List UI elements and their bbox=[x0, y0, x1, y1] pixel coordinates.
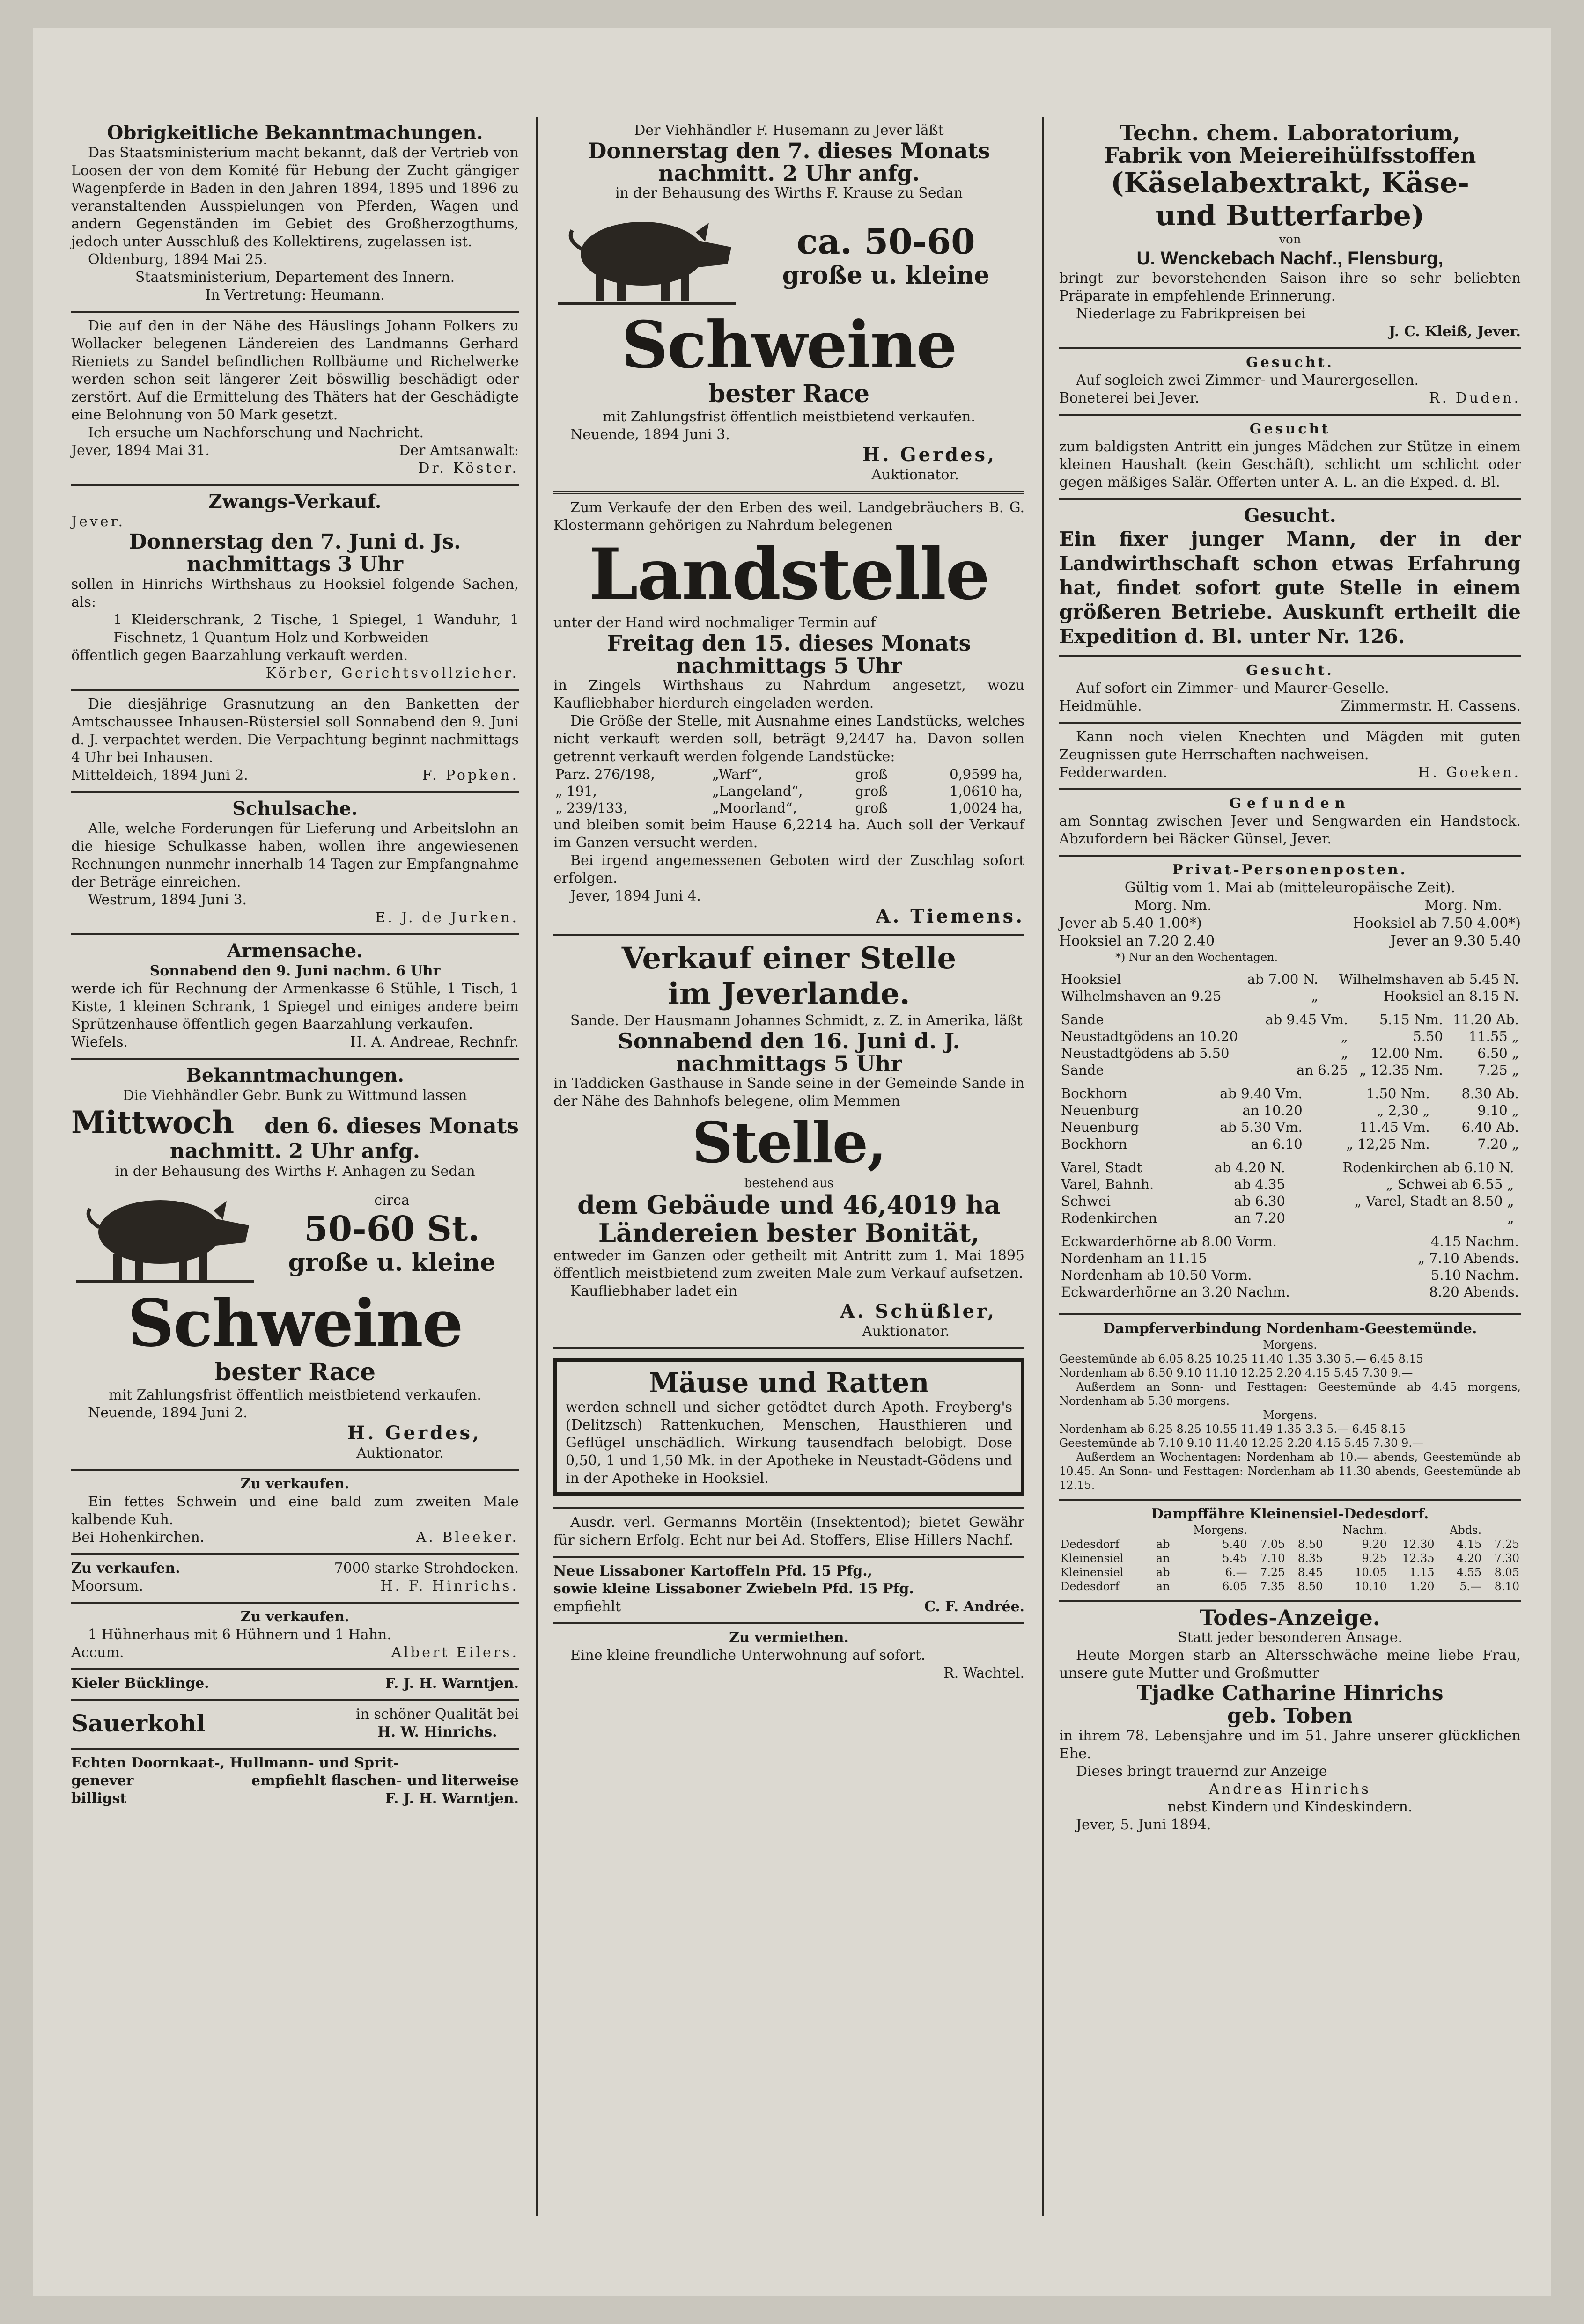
column-middle bbox=[543, 117, 1035, 2216]
table-row: Hooksiel an 7.20 2.40 Jever an 9.30 5.40 bbox=[1059, 933, 1521, 949]
table-row: Parz. 276/198, „Warf“, groß 0,9599 ha, bbox=[555, 766, 1023, 782]
ad-mortein: Ausdr. verl. Germanns Mortëin (Insektentod); bietet Gewähr für sichern Erfolg. Echt nur bei Ad. Stoffers, Elise Hillers Nachf. bbox=[553, 1509, 1024, 1558]
ad-todesanzeige: Todes-Anzeige. Statt jeder besonderen Ansage. Heute Morgen starb an Altersschwäche meine liebe Frau, unsere gute Mutter und Großmutter Tjadke Catharine Hinrichs geb. Toben in ihrem 78. Lebensjahre und im 51. Jahre unserer glücklichen Ehe. Dieses bringt trauernd zur Anzeige Andreas Hinrichs nebst Kindern und Kindeskindern. Jever, 5. Juni 1894. bbox=[1059, 1605, 1521, 1833]
timetable-faehre: Dampffähre Kleinensiel-Dedesdorf. Morgens. Nachm. Abds. Dedesdorf ab 5.40 7.05 8.50 9.20 12.30 4.15 7.25 Kleinensiel an 5.45 7.10 8.35 9.25 12.35 4.20 7.30 Kleinensiel ab 6.— 7.25 8.45 10.05 1.15 4.55 8.05 Dedesdorf an 6.05 7.35 8.50 10.10 1.20 5.— 8.10 bbox=[1059, 1501, 1521, 1602]
table-row: Neuenburg ab 5.30 Vm. 11.45 Vm. 6.40 Ab. bbox=[1061, 1119, 1519, 1135]
table-row: Wilhelmshaven an 9.25 „ Hooksiel an 8.15 N. bbox=[1061, 988, 1519, 1004]
ad-maeuse-ratten: Mäuse und Ratten werden schnell und sicher getödtet durch Apoth. Freyberg's (Delitzsch) Rattenkuchen, Menschen, Hausthieren und Geflügel unschädlich. Wirkung tausendfach belobigt. Dose 0,50, 1 und 1,50 Mk. in der Apotheke in Neustadt-Gödens und in der Apotheke in Hooksiel. bbox=[553, 1349, 1024, 1509]
table-row: Eckwarderhörne ab 8.00 Vorm. 4.15 Nachm. bbox=[1061, 1233, 1519, 1249]
column-right bbox=[1049, 117, 1531, 2216]
ad-knechte: Kann noch vielen Knechten und Mägden mit guten Zeugnissen gute Herrschaften nachweisen. Fedderwarden. H. Goeken. bbox=[1059, 724, 1521, 790]
table-row: Kleinensiel an 5.45 7.10 8.35 9.25 12.35 4.20 7.30 bbox=[1061, 1552, 1519, 1565]
ad-wenckebach: Techn. chem. Laboratorium, Fabrik von Meiereihülfsstoffen (Käselabextrakt, Käse- und Butterfarbe) von U. Wenckebach Nachf., Flensburg, bringt zur bevorstehenden Saison ihre so sehr beliebten Präparate in empfehlende Erinnerung. Niederlage zu Fabrikpreisen bei J. C. Kleiß, Jever. bbox=[1059, 117, 1521, 349]
column-rule bbox=[536, 117, 538, 2216]
parcel-table bbox=[553, 766, 1024, 816]
ad-grasnutzung: Die diesjährige Grasnutzung an den Banketten der Amtschaussee Inhausen-Rüstersiel soll Sonnabend den 9. Juni d. J. verpachtet werden. Die Verpachtung beginnt nachmittags 4 Uhr bei Inhausen. Mitteldeich, 1894 Juni 2. F. Popken. bbox=[71, 691, 519, 793]
timetable-personenposten: Privat-Personenposten. Gültig vom 1. Mai ab (mitteleuropäische Zeit). Morg. Nm. Morg. Nm. Jever ab 5.40 1.00*) Hooksiel ab 7.50 4.00*) Hooksiel an 7.20 2.40 Jever an 9.30 5.40 *) Nur an den Wochentagen. Hooksiel ab 7.00 N. Wilhelmshaven ab 5.45 N. Wilhelmshaven an 9.25 „ Hooksiel an 8.15 N. Sande ab 9.45 Vm. 5.15 Nm. 11.20 Ab. Neustadtgödens an 10.20 „ 5.50 11.55 „ Neustadtgödens ab 5.50 „ 12.00 Nm. 6.50 „ Sande an 6.25 „ 12.35 Nm. 7.25 „ Bockhorn ab 9.40 Vm. 1.50 Nm. 8.30 Ab. Neuenburg an 10.20 „ 2,30 „ 9.10 „ Neuenburg ab 5.30 Vm. 11.45 Vm. 6.40 Ab. Bockhorn an 6.10 „ 12,25 Nm. 7.20 „ Varel, Stadt ab 4.20 N. Rodenkirchen ab 6.10 N. Varel, Bahnh. ab 4.35 „ Schwei ab 6.55 „ Schwei ab 6.30 „ Varel, Stadt an 8.50 „ Rodenkirchen an 7.20 „ Eckwarderhörne ab 8.00 Vorm. 4.15 Nachm. Nordenham an 11.15 „ 7.10 Abends. Nordenham ab 10.50 Vorm. 5.10 Nachm. Eckwarderhörne an 3.20 Nachm. 8.20 Abends. bbox=[1059, 857, 1521, 1315]
ad-verkaufen-3: Zu verkaufen. 1 Hühnerhaus mit 6 Hühnern und 1 Hahn. Accum. Albert Eilers. bbox=[71, 1604, 519, 1670]
table-row: Dedesdorf an 6.05 7.35 8.50 10.10 1.20 5.— 8.10 bbox=[1061, 1580, 1519, 1593]
table-row: „ 239/133, „Moorland“, groß 1,0024 ha, bbox=[555, 800, 1023, 816]
timetable-block bbox=[1059, 1011, 1521, 1078]
table-row: Neustadtgödens ab 5.50 „ 12.00 Nm. 6.50 „ bbox=[1061, 1045, 1519, 1061]
table-row: Dedesdorf ab 5.40 7.05 8.50 9.20 12.30 4.15 7.25 bbox=[1061, 1538, 1519, 1551]
table-row: „ 191, „Langeland“, groß 1,0610 ha, bbox=[555, 783, 1023, 799]
table-row: Jever ab 5.40 1.00*) Hooksiel ab 7.50 4.00*) bbox=[1059, 915, 1521, 931]
ad-vermiethen: Zu vermiethen. Eine kleine freundliche Unterwohnung auf sofort. R. Wachtel. bbox=[570, 1629, 1024, 1681]
table-row: Hooksiel ab 7.00 N. Wilhelmshaven ab 5.45 N. bbox=[1061, 971, 1519, 987]
ad-gesucht-4: Gesucht. Auf sofort ein Zimmer- und Maurer-Geselle. Heidmühle. Zimmermstr. H. Cassens. bbox=[1059, 657, 1521, 724]
ad-kieler-buecklinge: Kieler Bücklinge. F. J. H. Warntjen. bbox=[71, 1670, 519, 1701]
table-row: Varel, Bahnh. ab 4.35 „ Schwei ab 6.55 „ bbox=[1061, 1176, 1514, 1192]
ad-bunk-schweine: Bekanntmachungen. Die Viehhändler Gebr. Bunk zu Wittmund lassen Mittwoch den 6. dieses Monats nachmitt. 2 Uhr anfg. in der Behausung des Wirths F. Anhagen zu Sedan circa 50-60 St. große u. kleine Schweine bester Race mit Zahlungsfrist öffentlich meistbietend verkaufen. Neuende, 1894 Juni 2. H. Gerdes, Auktionator. bbox=[71, 1060, 519, 1471]
table-row: Sande an 6.25 „ 12.35 Nm. 7.25 „ bbox=[1061, 1062, 1519, 1078]
timetable-dampfer: Dampferverbindung Nordenham-Geestemünde. Morgens. Geestemünde ab 6.05 8.25 10.25 11.40 1.35 3.30 5.— 6.45 8.15 Nordenham ab 6.50 9.10 11.10 12.25 2.20 4.15 5.45 7.30 9.— Außerdem an Sonn- und Festtagen: Geestemünde ab 4.45 morgens, Nordenham ab 5.30 morgens. Morgens. Nordenham ab 6.25 8.25 10.55 11.49 1.35 3.3 5.— 6.45 8.15 Geestemünde ab 7.10 9.10 11.40 12.25 2.20 4.15 5.45 7.30 9.— Außerdem an Wochentagen: Nordenham ab 10.— abends, Geestemünde ab 10.45. An Sonn- und Festtagen: Nordenham ab 11.30 abends, Geestemünde ab 12.15. bbox=[1059, 1315, 1521, 1501]
ad-landstelle: Zum Verkaufe der den Erben des weil. Landgebräuchers B. G. Klostermann gehörigen zu Nahrdum belegenen Landstelle unter der Hand wird nochmaliger Termin auf Freitag den 15. dieses Monats nachmittags 5 Uhr in Zingels Wirthshaus zu Nahrdum angesetzt, wozu Kaufliebhaber hierdurch eingeladen werden. Die Größe der Stelle, mit Ausnahme eines Landstücks, welches nicht verkauft werden soll, beträgt 9,2447 ha. Davon sollen getrennt verkauft werden folgende Landstücke: Parz. 276/198, „Warf“, groß 0,9599 ha, „ 191, „Langeland“, groß 1,0610 ha, „ 239/133, „Moorland“, groß 1,0024 ha, und bleiben somit beim Hause 6,2214 ha. Auch soll der Verkauf im Ganzen versucht werden. Bei irgend angemessenen Geboten wird der Zuschlag sofort erfolgen. Jever, 1894 Juni 4. A. Tiemens. bbox=[553, 494, 1024, 936]
table-row: Kleinensiel ab 6.— 7.25 8.45 10.05 1.15 4.55 8.05 bbox=[1061, 1566, 1519, 1579]
ad-folkers: Die auf den in der Nähe des Häuslings Johann Folkers zu Wollacker belegenen Ländereien des Landmanns Gerhard Rieniets zu Sandel befindlichen Rollbäume und Richelwerke werden schon seit längerer Zeit böswillig beschädigt oder zerstört. Auf die Ermittelung des Thäters hat der Geschädigte eine Belohnung von 50 Mark gesetzt. Ich ersuche um Nachforschung und Nachricht. Jever, 1894 Mai 31. Der Amtsanwalt: Dr. Köster. bbox=[71, 313, 519, 486]
ad-verkaufen-1: Zu verkaufen. Ein fettes Schwein und eine bald zum zweiten Male kalbende Kuh. Bei Hohenkirchen. A. Bleeker. bbox=[71, 1471, 519, 1555]
newspaper-page bbox=[33, 28, 1551, 2296]
ad-obrigkeitliche: Obrigkeitliche Bekanntmachungen. Das Staatsministerium macht bekannt, daß der Vertrieb von Loosen der von dem Komité für Hebung der Zucht gängiger Wagenpferde in Baden in den Jahren 1894, 1895 und 1896 zu veranstaltenden Ausspielungen von Pferden, Wagen und andern Gegenständen im Gebiet des Großherzogthums, jedoch unter Ausschluß des Kollektirens, zugelassen ist. Oldenburg, 1894 Mai 25. Staatsministerium, Departement des Innern. In Vertretung: Heumann. bbox=[71, 117, 519, 313]
ad-gesucht-3: Gesucht. Ein fixer junger Mann, der in der Landwirthschaft schon etwas Erfahrung hat, findet sofort gute Stelle in einem größeren Betriebe. Auskunft ertheilt die Expedition d. Bl. unter Nr. 126. bbox=[1059, 500, 1521, 657]
ferry-table bbox=[1059, 1523, 1521, 1593]
table-row: Rodenkirchen an 7.20 „ bbox=[1061, 1210, 1514, 1226]
table-row: Nordenham an 11.15 „ 7.10 Abends. bbox=[1061, 1250, 1519, 1266]
timetable-block bbox=[1059, 1085, 1521, 1152]
ad-verkaufen-2: Zu verkaufen. 7000 starke Strohdocken. Moorsum. H. F. Hinrichs. bbox=[71, 1555, 519, 1604]
pig-woodcut-icon bbox=[553, 202, 741, 310]
table-row: Varel, Stadt ab 4.20 N. Rodenkirchen ab 6.10 N. bbox=[1061, 1159, 1514, 1175]
table-row: Schwei ab 6.30 „ Varel, Stadt an 8.50 „ bbox=[1061, 1193, 1514, 1209]
timetable-block bbox=[1059, 1233, 1521, 1300]
table-row: Neuenburg an 10.20 „ 2,30 „ 9.10 „ bbox=[1061, 1102, 1519, 1118]
ad-husemann-schweine: Der Viehhändler F. Husemann zu Jever läßt Donnerstag den 7. dieses Monats nachmitt. 2 Uhr anfg. in der Behausung des Wirths F. Krause zu Sedan ca. 50-60 große u. kleine Schweine bester Race mit Zahlungsfrist öffentlich meistbietend verkaufen. Neuende, 1894 Juni 3. H. Gerdes, Auktionator. bbox=[553, 117, 1024, 494]
ad-gesucht-2: Gesucht zum baldigsten Antritt ein junges Mädchen zur Stütze in einem kleinen Haushalt (kein Geschäft), schlicht um schlicht oder gegen mäßiges Salär. Offerten unter A. L. an die Exped. d. Bl. bbox=[1059, 416, 1521, 500]
table-row: Eckwarderhörne an 3.20 Nachm. 8.20 Abends. bbox=[1061, 1284, 1519, 1300]
pig-woodcut-icon bbox=[71, 1180, 258, 1288]
ad-zwangs-verkauf: Zwangs-Verkauf. Jever. Donnerstag den 7. Juni d. Js. nachmittags 3 Uhr sollen in Hinrichs Wirthshaus zu Hooksiel folgende Sachen, als: 1 Kleiderschrank, 2 Tische, 1 Spiegel, 1 Wanduhr, 1 Fischnetz, 1 Quantum Holz und Korbweiden öffentlich gegen Baarzahlung verkauft werden. Körber, Gerichtsvollzieher. bbox=[71, 486, 519, 691]
table-header-row: Morgens. Nachm. Abds. bbox=[1193, 1524, 1482, 1537]
table-row: Sande ab 9.45 Vm. 5.15 Nm. 11.20 Ab. bbox=[1061, 1012, 1519, 1027]
ad-armensache: Armensache. Sonnabend den 9. Juni nachm. 6 Uhr werde ich für Rechnung der Armenkasse 6 Stühle, 1 Tisch, 1 Kiste, 1 kleinen Schrank, 1 Spiegel und einiges andere beim Sprützenhause öffentlich gegen Baarzahlung verkaufen. Wiefels. H. A. Andreae, Rechnfr. bbox=[71, 935, 519, 1060]
ad-verkauf-stelle: Verkauf einer Stelle im Jeverlande. Sande. Der Hausmann Johannes Schmidt, z. Z. in Amerika, läßt Sonnabend den 16. Juni d. J. nachmittags 5 Uhr in Taddicken Gasthause in Sande seine in der Gemeinde Sande in der Nähe des Bahnhofs belegene, olim Memmen Stelle, bestehend aus dem Gebäude und 46,4019 ha Ländereien bester Bonität, entweder im Ganzen oder getheilt mit Antritt zum 1. Mai 1895 öffentlich meistbietend zum zweiten Male zum Verkauf aufsetzen. Kaufliebhaber ladet ein A. Schüßler, Auktionator. bbox=[553, 936, 1024, 1349]
table-row: Nordenham ab 10.50 Vorm. 5.10 Nachm. bbox=[1061, 1267, 1519, 1283]
ad-gesucht-1: Gesucht. Auf sogleich zwei Zimmer- und Maurergesellen. Boneterei bei Jever. R. Duden. bbox=[1059, 349, 1521, 416]
table-row: Bockhorn an 6.10 „ 12,25 Nm. 7.20 „ bbox=[1061, 1136, 1519, 1152]
column-rule bbox=[1042, 117, 1044, 2216]
column-left bbox=[61, 117, 529, 2216]
timetable-blocks bbox=[1059, 971, 1521, 1300]
ad-kartoffeln: Neue Lissaboner Kartoffeln Pfd. 15 Pfg., sowie kleine Lissaboner Zwiebeln Pfd. 15 Pfg. empfiehlt C. F. Andrée. bbox=[553, 1558, 1024, 1624]
ad-sauerkohl: Sauerkohl in schöner Qualität bei H. W. Hinrichs. bbox=[71, 1701, 519, 1750]
ad-gefunden: Gefunden am Sonntag zwischen Jever und Sengwarden ein Handstock. Abzufordern bei Bäcker Günsel, Jever. bbox=[1059, 790, 1521, 857]
table-row: Neustadtgödens an 10.20 „ 5.50 11.55 „ bbox=[1061, 1028, 1519, 1044]
timetable-block bbox=[1059, 1159, 1521, 1226]
ad-doornkaat: Echten Doornkaat-, Hullmann- und Sprit- genever empfiehlt flaschen- und literweise billigst F. J. H. Warntjen. bbox=[71, 1755, 519, 1807]
timetable-block bbox=[1059, 971, 1521, 1004]
table-row: Bockhorn ab 9.40 Vm. 1.50 Nm. 8.30 Ab. bbox=[1061, 1085, 1519, 1101]
ad-schulsache: Schulsache. Alle, welche Forderungen für Lieferung und Arbeitslohn an die hiesige Schulkasse haben, wollen ihre angewiesenen Rechnungen nunmehr innerhalb 14 Tagen zur Empfangnahme der Beträge einreichen. Westrum, 1894 Juni 3. E. J. de Jurken. bbox=[71, 793, 519, 935]
